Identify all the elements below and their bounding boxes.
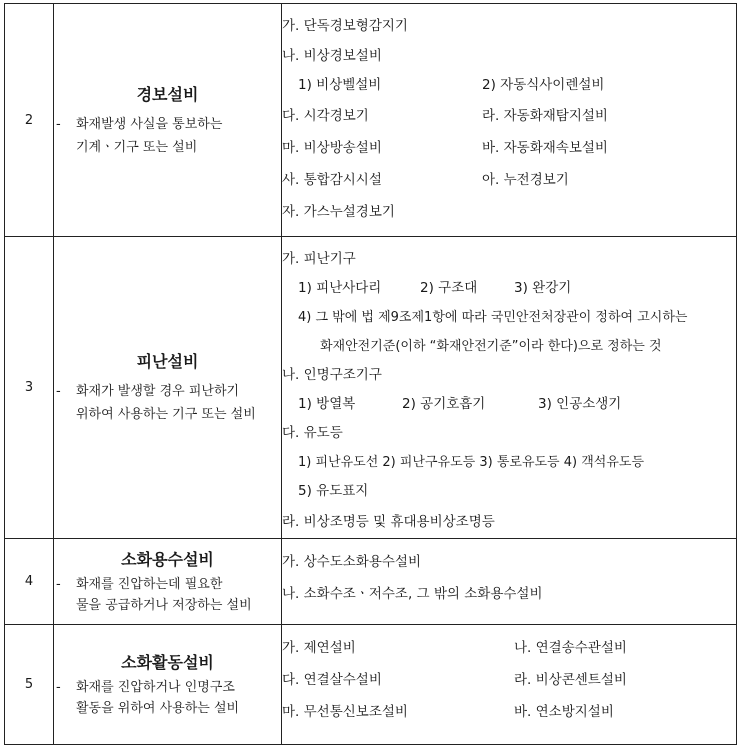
dash-marker: - xyxy=(56,680,61,695)
item: 라. 자동화재탐지설비 xyxy=(482,108,608,124)
item: 마. 비상방송설비 xyxy=(282,140,382,156)
item: 나. 인명구조기구 xyxy=(282,367,382,383)
row-number: 3 xyxy=(5,237,54,539)
description-line: 물을 공급하거나 저장하는 설비 xyxy=(76,598,252,613)
sub-item: 3) 인공소생기 xyxy=(538,396,622,412)
description-line: 활동을 위하여 사용하는 설비 xyxy=(76,701,240,716)
row-number: 5 xyxy=(5,625,54,745)
sub-item: 5) 유도표지 xyxy=(298,483,369,499)
table-row xyxy=(5,539,737,625)
item-pair xyxy=(282,632,736,664)
category-cell xyxy=(54,625,282,745)
item-pair xyxy=(282,100,736,132)
item-group xyxy=(282,274,736,303)
category-description xyxy=(54,113,281,159)
sub-item: 2) 구조대 xyxy=(420,280,478,296)
sub-item-continued: 화재안전기준(이하 “화재안전기준”이라 한다)으로 정하는 것 xyxy=(320,339,662,354)
item-pair xyxy=(282,664,736,696)
sub-item: 3) 완강기 xyxy=(514,280,572,296)
items-cell xyxy=(282,237,737,539)
description-line: 위하여 사용하는 기구 또는 설비 xyxy=(76,407,256,422)
description-line: 화재를 진압하는데 필요한 xyxy=(76,577,223,592)
items-cell xyxy=(282,539,737,625)
item: 다. 시각경보기 xyxy=(282,108,369,124)
item-pair xyxy=(282,71,736,100)
item: 나. 비상경보설비 xyxy=(282,48,382,64)
sub-item: 2) 자동식사이렌설비 xyxy=(482,77,605,93)
item: 마. 무선통신보조설비 xyxy=(282,704,408,720)
description-line: 화재발생 사실을 통보하는 xyxy=(76,116,223,132)
item-pair xyxy=(282,696,736,728)
row-number: 4 xyxy=(5,539,54,625)
sub-item: 1) 비상벨설비 xyxy=(298,77,382,93)
category-cell xyxy=(54,237,282,539)
item: 가. 제연설비 xyxy=(282,640,356,656)
sub-item: 1) 피난사다리 xyxy=(298,280,382,296)
item-pair xyxy=(282,132,736,164)
description-line: 기계ㆍ기구 또는 설비 xyxy=(76,139,198,155)
category-cell xyxy=(54,539,282,625)
category-description xyxy=(54,677,281,719)
category-title: 소화용수설비 xyxy=(121,550,214,569)
item: 다. 유도등 xyxy=(282,425,343,441)
item: 라. 비상조명등 및 휴대용비상조명등 xyxy=(282,514,495,530)
item: 아. 누전경보기 xyxy=(482,172,569,188)
item: 나. 소화수조ㆍ저수조, 그 밖의 소화용수설비 xyxy=(282,586,543,602)
item: 가. 상수도소화용수설비 xyxy=(282,554,421,570)
description-line: 화재가 발생할 경우 피난하기 xyxy=(76,384,240,399)
table-row xyxy=(5,625,737,745)
description-line: 화재를 진압하거나 인명구조 xyxy=(76,680,235,695)
sub-item: 1) 피난유도선 2) 피난구유도등 3) 통로유도등 4) 객석유도등 xyxy=(298,455,645,470)
category-cell xyxy=(54,4,282,237)
sub-item: 2) 공기호흡기 xyxy=(402,396,486,412)
item: 바. 연소방지설비 xyxy=(514,704,614,720)
sub-item: 1) 방열복 xyxy=(298,396,356,412)
category-title: 경보설비 xyxy=(136,84,199,104)
item-group xyxy=(282,390,736,419)
items-cell xyxy=(282,4,737,237)
dash-marker: - xyxy=(56,116,61,132)
category-title: 피난설비 xyxy=(136,352,199,371)
item-pair xyxy=(282,164,736,196)
item: 라. 비상콘센트설비 xyxy=(514,672,627,688)
category-description xyxy=(54,574,281,616)
item: 자. 가스누설경보기 xyxy=(282,204,395,220)
category-description xyxy=(54,380,281,426)
category-title: 소화활동설비 xyxy=(121,653,214,672)
item: 나. 연결송수관설비 xyxy=(514,640,627,656)
dash-marker: - xyxy=(56,577,61,592)
item: 사. 통합감시시설 xyxy=(282,172,382,188)
item: 가. 단독경보형감지기 xyxy=(282,18,408,34)
sub-item: 4) 그 밖에 법 제9조제1항에 따라 국민안전처장관이 정하여 고시하는 xyxy=(298,310,688,325)
table-row xyxy=(5,237,737,539)
items-cell xyxy=(282,625,737,745)
item: 가. 피난기구 xyxy=(282,251,356,267)
item: 바. 자동화재속보설비 xyxy=(482,140,608,156)
dash-marker: - xyxy=(56,384,61,399)
fire-facility-table xyxy=(4,3,737,745)
row-number: 2 xyxy=(5,4,54,237)
table-row xyxy=(5,4,737,237)
item: 다. 연결살수설비 xyxy=(282,672,382,688)
